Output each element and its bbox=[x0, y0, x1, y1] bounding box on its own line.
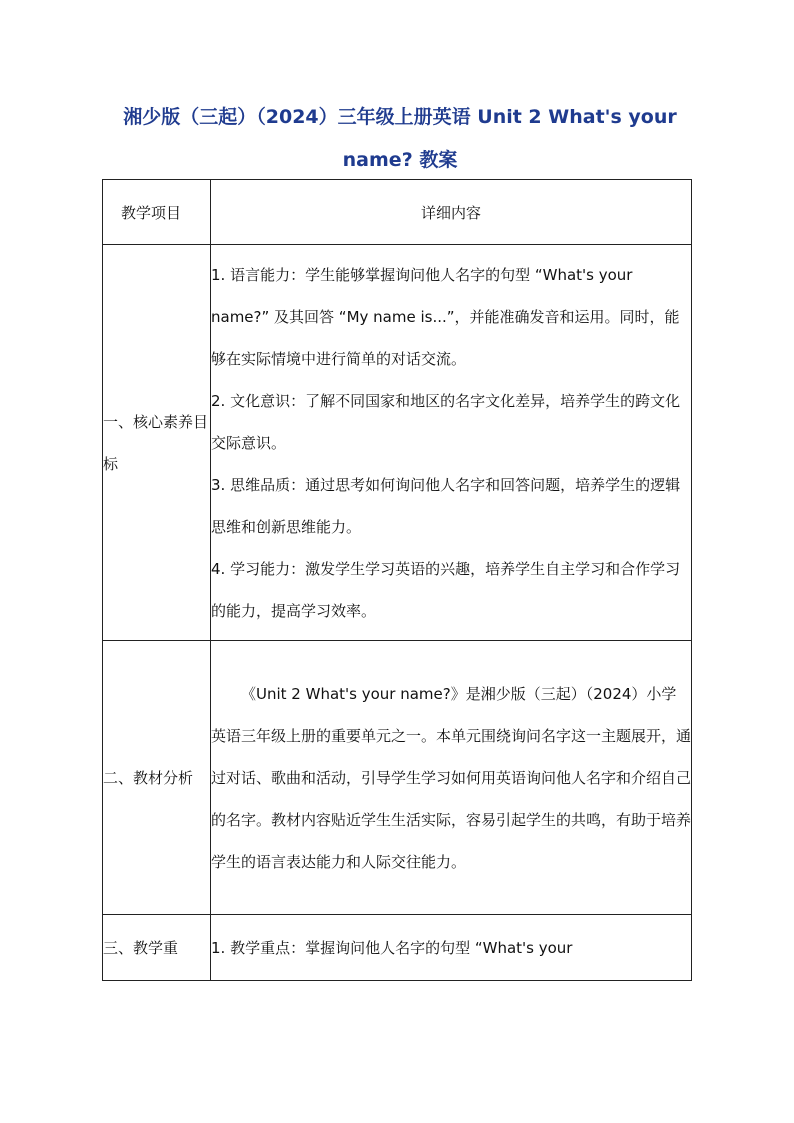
table-row bbox=[103, 641, 692, 915]
row-content-core-literacy bbox=[211, 245, 692, 641]
header-teaching-item: 教学项目 bbox=[103, 180, 211, 245]
paragraph: 《Unit 2 What's your name?》是湘少版（三起）（2024）小学英语三年级上册的重要单元之一。本单元围绕询问名字这一主题展开，通过对话、歌曲和活动，引导学生学习如何用英语询问他人名字和介绍自己的名字。教材内容贴近学生生活实际，容易引起学生的共鸣，有助于培养学生的语言表达能力和人际交往能力。 bbox=[211, 684, 692, 871]
row-label-key-points: 三、教学重 bbox=[103, 915, 211, 981]
paragraph: 1. 语言能力：学生能够掌握询问他人名字的句型 “What's your name?” 及其回答 “My name is...”，并能准确发音和运用。同时，能够在实际情境中进行简单的对话交流。 bbox=[211, 265, 680, 368]
table-row bbox=[103, 915, 692, 981]
table-row bbox=[103, 245, 692, 641]
lesson-plan-table bbox=[102, 179, 692, 981]
paragraph: 3. 思维品质：通过思考如何询问他人名字和回答问题，培养学生的逻辑思维和创新思维能力。 bbox=[211, 475, 681, 536]
document-title: 湘少版（三起）（2024）三年级上册英语 Unit 2 What's your name? 教案 bbox=[123, 106, 677, 171]
header-detail-content: 详细内容 bbox=[211, 180, 692, 245]
row-content-key-points bbox=[211, 915, 692, 981]
paragraph: 1. 教学重点：掌握询问他人名字的句型 “What's your bbox=[211, 938, 573, 957]
table-header-row bbox=[103, 180, 692, 245]
row-content-textbook-analysis bbox=[211, 641, 692, 915]
row-label-core-literacy: 一、核心素养目标 bbox=[103, 245, 211, 641]
paragraph: 2. 文化意识：了解不同国家和地区的名字文化差异，培养学生的跨文化交际意识。 bbox=[211, 391, 681, 452]
row-label-textbook-analysis: 二、教材分析 bbox=[103, 641, 211, 915]
paragraph: 4. 学习能力：激发学生学习英语的兴趣，培养学生自主学习和合作学习的能力，提高学习效率。 bbox=[211, 559, 681, 620]
